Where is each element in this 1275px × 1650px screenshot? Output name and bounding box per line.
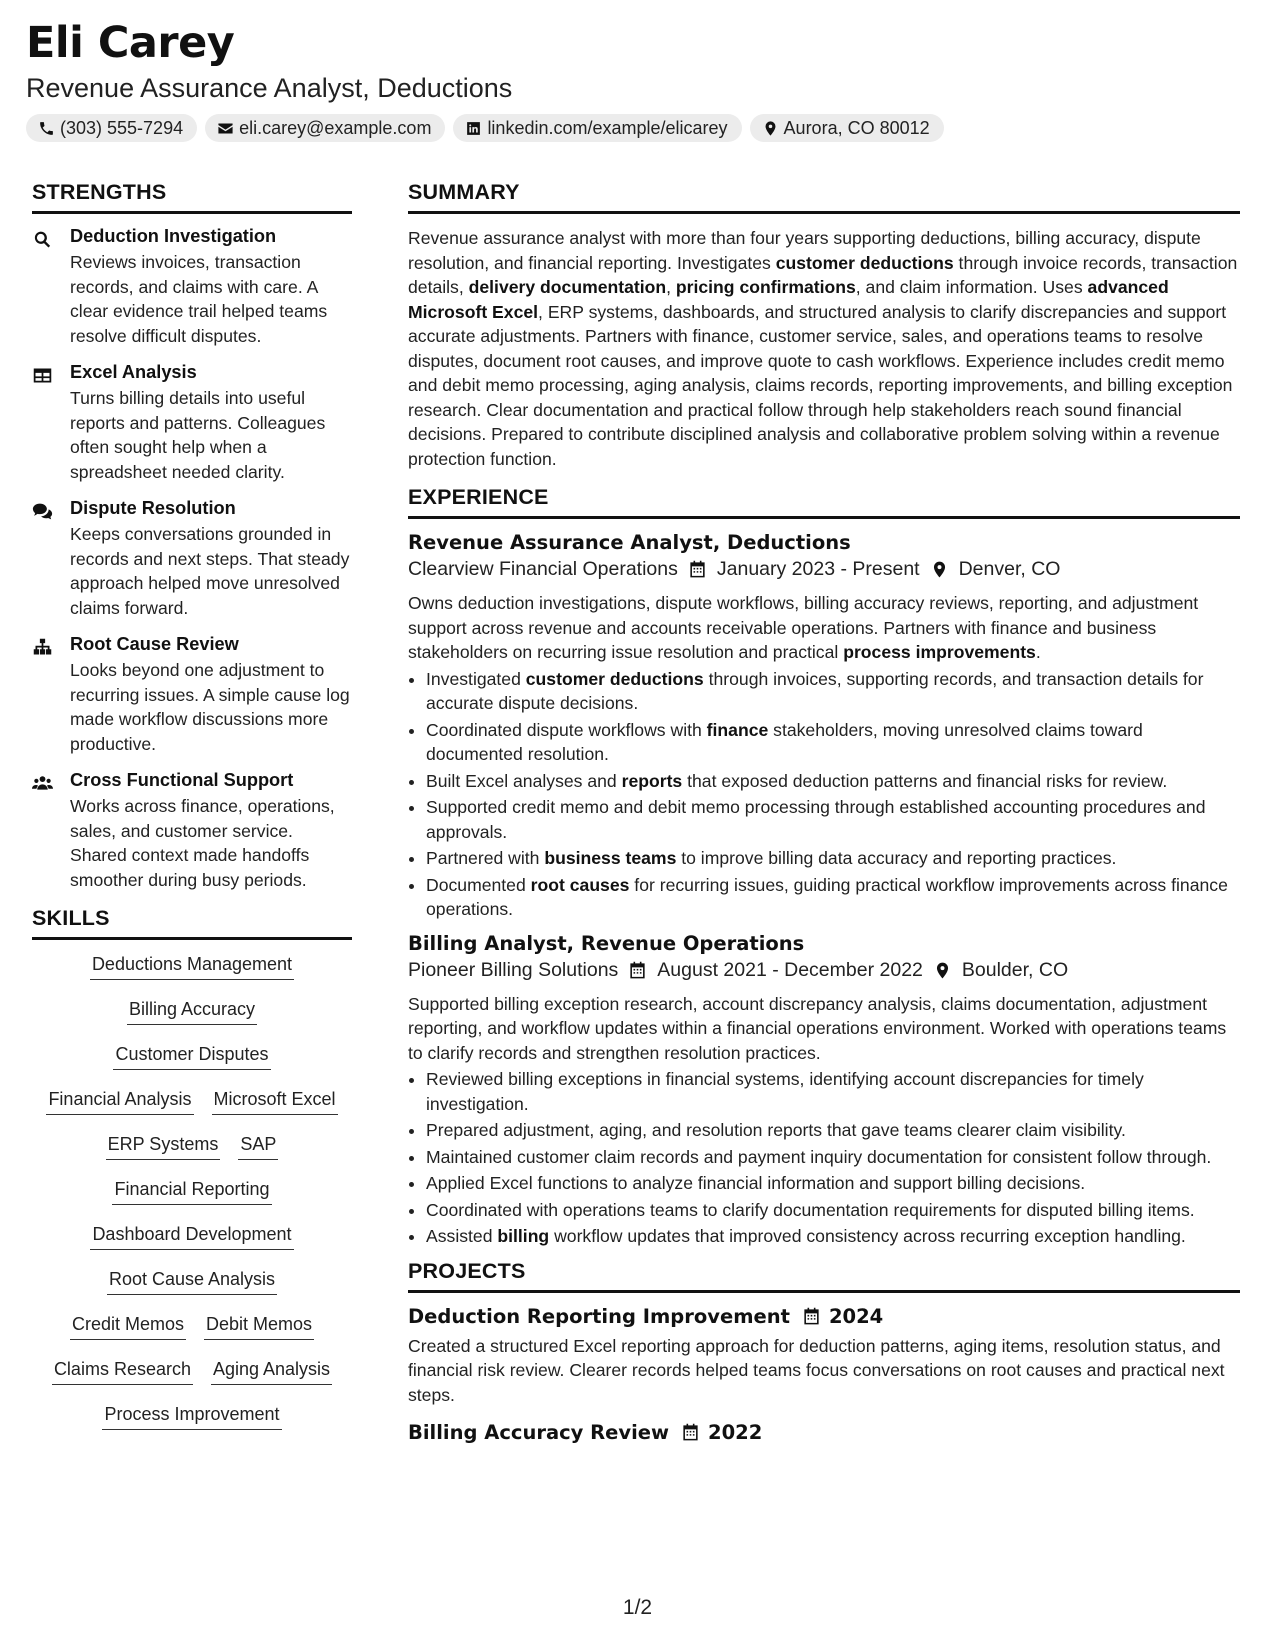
skill-tag: Financial Analysis <box>46 1087 193 1115</box>
strength-item <box>32 770 352 892</box>
skill-tag: Dashboard Development <box>90 1222 293 1250</box>
skill-row <box>32 1267 352 1312</box>
project-title: Billing Accuracy Review <box>408 1421 670 1444</box>
skill-tag: Process Improvement <box>102 1402 281 1430</box>
skill-row <box>32 1132 352 1177</box>
job-entry <box>408 531 1240 922</box>
comments-icon <box>32 501 53 522</box>
job-bullet: • Applied Excel functions to analyze financial information and support billing decisions. <box>426 1171 1240 1196</box>
project-description: Created a structured Excel reporting approach for deduction patterns, aging items, resolution status, and financial risk review. Clearer records helped teams focus conversations on root causes and practical next steps. <box>408 1335 1225 1405</box>
job-company: Clearview Financial Operations <box>408 558 678 580</box>
job-dates: January 2023 - Present <box>716 558 920 580</box>
skill-row <box>32 1357 352 1402</box>
job-description: Owns deduction investigations, dispute workflows, billing accuracy reviews, reporting, and adjustment support across revenue and accounts receivable operations. Partners with finance and business stakeholders on recurring issue resolution and practical process improvements. <box>408 593 1199 662</box>
job-bullets <box>408 667 1240 922</box>
job-bullet: • Maintained customer claim records and payment inquiry documentation for consistent follow through. <box>426 1145 1240 1170</box>
job-bullet: • Documented root causes for recurring issues, guiding practical workflow improvements across finance operations. <box>426 873 1240 922</box>
envelope-icon <box>217 120 234 137</box>
strength-item <box>32 634 352 756</box>
job-title: Billing Analyst, Revenue Operations <box>408 931 805 955</box>
contact-linkedin-text: linkedin.com/example/elicarey <box>487 117 728 138</box>
skill-tag: Aging Analysis <box>211 1357 332 1385</box>
skill-row <box>32 1177 352 1222</box>
strengths-heading: STRENGTHS <box>32 180 352 214</box>
calendar-icon <box>681 1423 700 1442</box>
job-description: Supported billing exception research, account discrepancy analysis, claims documentation, adjustment reporting, and workflow updates within a financial operations environment. Worked with operations teams to clarify records and strengthen resolution practices. <box>408 993 1227 1063</box>
job-company: Pioneer Billing Solutions <box>408 958 619 981</box>
strength-title: Deduction Investigation <box>70 226 277 246</box>
skills-heading: SKILLS <box>32 906 352 940</box>
skill-tag: Claims Research <box>52 1357 193 1385</box>
job-bullet: • Prepared adjustment, aging, and resolution reports that gave teams clearer claim visibility. <box>426 1118 1240 1143</box>
linkedin-icon <box>465 120 482 137</box>
phone-icon <box>38 120 55 137</box>
left-column <box>32 180 352 1447</box>
strength-body: Looks beyond one adjustment to recurring issues. A simple cause log made workflow discussions more productive. <box>70 660 350 754</box>
skill-tag: Deductions Management <box>90 952 294 980</box>
strength-body: Works across finance, operations, sales, and customer service. Shared context made handoffs smoother during busy periods. <box>70 796 335 890</box>
contact-phone-text: (303) 555-7294 <box>60 117 184 138</box>
skill-row <box>32 1222 352 1267</box>
project-year: 2022 <box>708 1421 763 1444</box>
summary-text: Revenue assurance analyst with more than four years supporting deductions, billing accuracy, dispute resolution, and financial reporting. Investigates customer deductions through invoice records, transaction details, delivery documentation, pricing confirmations, and claim information. Uses advanced Microsoft Excel, ERP systems, dashboards, and structured analysis to clarify discrepancies and support accurate adjustments. Partners with finance, customer service, sales, and operations teams to resolve disputes, document root causes, and improve quote to cash workflows. Experience includes credit memo and debit memo processing, aging analysis, claims records, reporting improvements, and billing exception research. Clear documentation and practical follow through help stakeholders reach sound financial decisions. Prepared to contribute disciplined analysis and collaborative problem solving within a revenue protection function. <box>408 228 1238 469</box>
skill-row <box>32 1087 352 1132</box>
table-icon <box>32 365 53 386</box>
strength-item <box>32 362 352 484</box>
contact-bar <box>26 114 944 142</box>
projects-heading: PROJECTS <box>408 1259 1240 1293</box>
job-bullet: • Assisted billing workflow updates that improved consistency across recurring exception handling. <box>426 1224 1240 1249</box>
strength-title: Cross Functional Support <box>70 770 294 790</box>
skill-tag: Debit Memos <box>204 1312 314 1340</box>
strength-title: Root Cause Review <box>70 634 239 654</box>
candidate-name: Eli Carey <box>26 18 235 68</box>
map-pin-icon <box>762 120 779 137</box>
sitemap-icon <box>32 637 53 658</box>
project-entry <box>408 1305 1240 1408</box>
map-pin-icon <box>933 961 952 980</box>
skill-tag: SAP <box>238 1132 278 1160</box>
experience-heading: EXPERIENCE <box>408 485 1240 519</box>
calendar-icon <box>802 1307 821 1326</box>
skill-row <box>32 1402 352 1447</box>
contact-email-text: eli.carey@example.com <box>239 117 432 138</box>
strength-item <box>32 226 352 348</box>
magnifier-icon <box>32 229 53 250</box>
job-bullet: • Reviewed billing exceptions in financial systems, identifying account discrepancies for timely investigation. <box>426 1067 1240 1116</box>
skill-tag: Microsoft Excel <box>212 1087 338 1115</box>
strength-title: Excel Analysis <box>70 362 197 382</box>
skill-row <box>32 997 352 1042</box>
job-bullet: • Investigated customer deductions through invoices, supporting records, and transaction details for accurate dispute decisions. <box>426 667 1240 716</box>
contact-linkedin[interactable] <box>453 114 741 142</box>
right-column <box>408 180 1240 1450</box>
job-location: Denver, CO <box>958 558 1061 580</box>
contact-email[interactable] <box>205 114 445 142</box>
calendar-icon <box>628 961 647 980</box>
job-bullet: • Coordinated dispute workflows with finance stakeholders, moving unresolved claims toward documented resolution. <box>426 718 1240 767</box>
job-bullet: • Supported credit memo and debit memo processing through established accounting procedures and approvals. <box>426 795 1240 844</box>
project-entry <box>408 1421 1240 1444</box>
project-year: 2024 <box>828 1304 884 1328</box>
job-meta <box>408 558 1240 581</box>
project-head <box>408 1421 1240 1444</box>
strength-body: Turns billing details into useful reports and patterns. Colleagues often sought help when a spreadsheet needed clarity. <box>70 388 326 482</box>
strength-title: Dispute Resolution <box>70 498 236 518</box>
strength-body: Reviews invoices, transaction records, and claims with care. A clear evidence trail helped teams resolve difficult disputes. <box>70 252 328 346</box>
skill-row <box>32 952 352 997</box>
skill-tag: ERP Systems <box>106 1132 221 1160</box>
job-bullet: • Coordinated with operations teams to clarify documentation requirements for disputed billing items. <box>426 1198 1240 1223</box>
contact-location-text: Aurora, CO 80012 <box>783 117 930 138</box>
map-pin-icon <box>930 560 949 579</box>
project-title: Deduction Reporting Improvement <box>408 1304 790 1328</box>
skill-tag: Billing Accuracy <box>127 997 257 1025</box>
project-head <box>408 1305 1240 1328</box>
job-bullet: • Partnered with business teams to improve billing data accuracy and reporting practices. <box>426 846 1240 871</box>
job-entry <box>408 932 1240 1249</box>
calendar-icon <box>688 560 707 579</box>
skill-tag: Customer Disputes <box>113 1042 270 1070</box>
job-bullet: • Built Excel analyses and reports that exposed deduction patterns and financial risks for review. <box>426 769 1240 794</box>
skill-tag: Root Cause Analysis <box>107 1267 277 1295</box>
skill-tag: Financial Reporting <box>112 1177 271 1205</box>
summary-heading: SUMMARY <box>408 180 1240 214</box>
skills-list <box>32 952 352 1447</box>
contact-phone[interactable] <box>26 114 197 142</box>
job-location: Boulder, CO <box>961 958 1069 981</box>
contact-location <box>750 114 944 142</box>
skill-row <box>32 1042 352 1087</box>
job-bullets <box>408 1067 1240 1249</box>
job-meta <box>408 959 1240 982</box>
candidate-title: Revenue Assurance Analyst, Deductions <box>26 73 513 103</box>
page-number: 1/2 <box>622 1596 653 1619</box>
users-icon <box>32 773 53 794</box>
skill-row <box>32 1312 352 1357</box>
strength-item <box>32 498 352 620</box>
job-dates: August 2021 - December 2022 <box>657 958 923 981</box>
job-title: Revenue Assurance Analyst, Deductions <box>408 531 851 554</box>
strength-body: Keeps conversations grounded in records and next steps. That steady approach helped move unresolved claims forward. <box>70 524 350 618</box>
skill-tag: Credit Memos <box>70 1312 186 1340</box>
